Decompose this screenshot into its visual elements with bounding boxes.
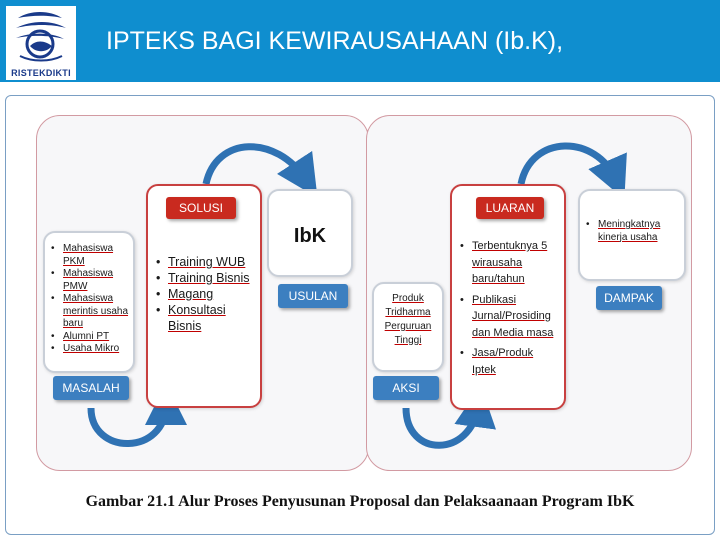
list-item: • Mahasiswa PMW — [51, 268, 131, 293]
list-item: • Publikasi Jurnal/Prosiding dan Media masa — [460, 292, 560, 342]
list-item: • Terbentuknya 5 wirausaha baru/tahun — [460, 238, 560, 288]
arrow-aksi-to-luaran — [406, 406, 478, 445]
list-item: • Alumni PT — [51, 331, 131, 344]
masalah-card — [43, 231, 135, 373]
solusi-list — [156, 254, 258, 334]
ristekdikti-logo — [6, 6, 76, 80]
diagram-frame — [5, 95, 715, 535]
usulan-title: IbK — [293, 225, 327, 247]
arrow-luaran-to-dampak — [521, 146, 616, 184]
logo-emblem-icon — [6, 6, 76, 66]
header-bar — [0, 0, 720, 82]
dampak-card — [578, 189, 686, 281]
list-item: • Mahasiswa PKM — [51, 243, 131, 268]
luaran-list — [460, 238, 560, 378]
solusi-label: SOLUSI — [166, 197, 236, 219]
list-item: • Mahasiswa merintis usaha baru — [51, 293, 131, 331]
aksi-card — [372, 282, 444, 372]
figure-caption: Gambar 21.1 Alur Proses Penyusunan Proposal dan Pelaksaanaan Program IbK — [85, 493, 635, 510]
aksi-label: AKSI — [373, 376, 439, 400]
arrow-solusi-to-usulan — [206, 147, 306, 184]
luaran-label: LUARAN — [476, 197, 544, 219]
usulan-card — [267, 189, 353, 277]
list-item: • Usaha Mikro — [51, 343, 131, 356]
usulan-label: USULAN — [278, 284, 348, 308]
dampak-label: DAMPAK — [596, 286, 662, 310]
arrow-masalah-to-solusi — [91, 404, 166, 444]
masalah-list — [51, 243, 131, 356]
dampak-list — [586, 219, 680, 244]
page-title: IPTEKS BAGI KEWIRAUSAHAAN (Ib.K), — [106, 27, 564, 55]
list-item: • Training Bisnis — [156, 270, 258, 286]
list-item: • Meningkatnya kinerja usaha — [586, 219, 680, 244]
aksi-text: Produk Tridharma Perguruan Tinggi — [384, 293, 432, 346]
list-item: • Jasa/Produk Iptek — [460, 345, 560, 378]
logo-text: RISTEKDIKTI — [11, 68, 71, 78]
list-item: • Training WUB — [156, 254, 258, 270]
masalah-label: MASALAH — [53, 376, 129, 400]
list-item: • Konsultasi Bisnis — [156, 302, 258, 334]
list-item: • Magang — [156, 286, 258, 302]
